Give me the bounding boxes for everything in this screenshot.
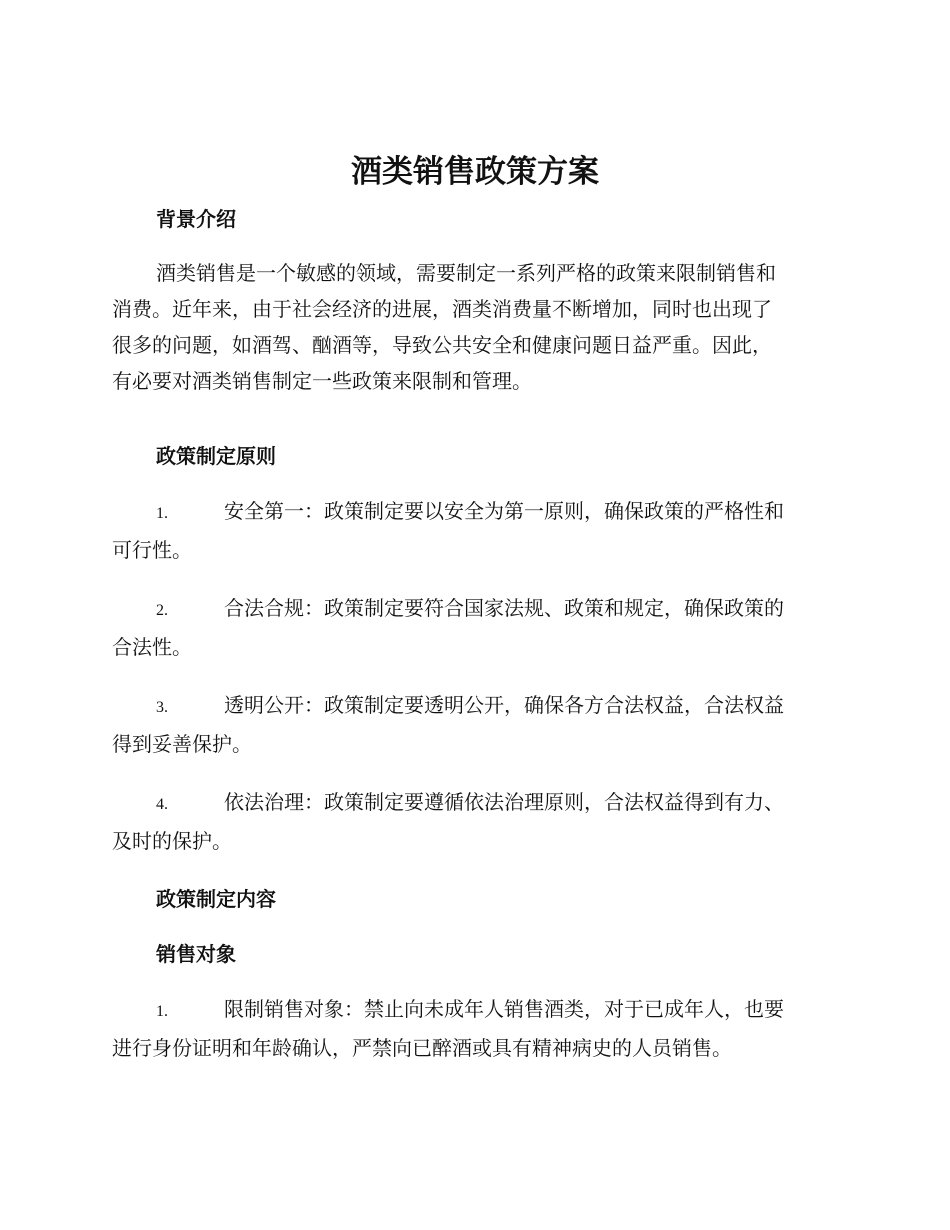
paragraph-line: 很多的问题，如酒驾、酗酒等，导致公共安全和健康问题日益严重。因此，: [112, 333, 772, 357]
paragraph-line: 酒类销售是一个敏感的领域，需要制定一系列严格的政策来限制销售和: [156, 261, 776, 285]
heading-content: 政策制定内容: [156, 887, 276, 911]
heading-background: 背景介绍: [156, 207, 236, 231]
list-item-continuation: 合法性。: [112, 635, 192, 659]
paragraph-line: 有必要对酒类销售制定一些政策来限制和管理。: [112, 369, 532, 393]
list-number: 1.: [156, 505, 168, 522]
list-item-text: 限制销售对象：禁止向未成年人销售酒类，对于已成年人，也要: [224, 997, 784, 1021]
list-number: 3.: [156, 699, 168, 716]
list-item-text: 透明公开：政策制定要透明公开，确保各方合法权益，合法权益: [224, 693, 784, 717]
list-item-text: 合法合规：政策制定要符合国家法规、政策和规定，确保政策的: [224, 596, 784, 620]
principle-item-2: [112, 590, 836, 665]
list-item-text: 安全第一：政策制定要以安全为第一原则，确保政策的严格性和: [224, 499, 784, 523]
heading-principles: 政策制定原则: [156, 444, 276, 468]
list-number: 4.: [156, 796, 168, 813]
principle-item-1: [112, 493, 836, 568]
heading-targets: 销售对象: [156, 942, 236, 966]
list-item-text: 依法治理：政策制定要遵循依法治理原则，合法权益得到有力、: [224, 790, 784, 814]
paragraph-background: [112, 255, 836, 399]
list-number: 2.: [156, 602, 168, 619]
list-item-continuation: 得到妥善保护。: [112, 732, 252, 756]
list-item-continuation: 可行性。: [112, 538, 192, 562]
principle-item-4: [112, 784, 836, 859]
document-title: 酒类销售政策方案: [351, 154, 599, 190]
list-item-continuation: 及时的保护。: [112, 829, 232, 853]
principle-item-3: [112, 687, 836, 762]
target-item-1: [112, 991, 836, 1066]
list-number: 1.: [156, 1003, 168, 1020]
list-item-continuation: 进行身份证明和年龄确认，严禁向已醉酒或具有精神病史的人员销售。: [112, 1036, 732, 1060]
paragraph-line: 消费。近年来，由于社会经济的进展，酒类消费量不断增加，同时也出现了: [112, 297, 772, 321]
